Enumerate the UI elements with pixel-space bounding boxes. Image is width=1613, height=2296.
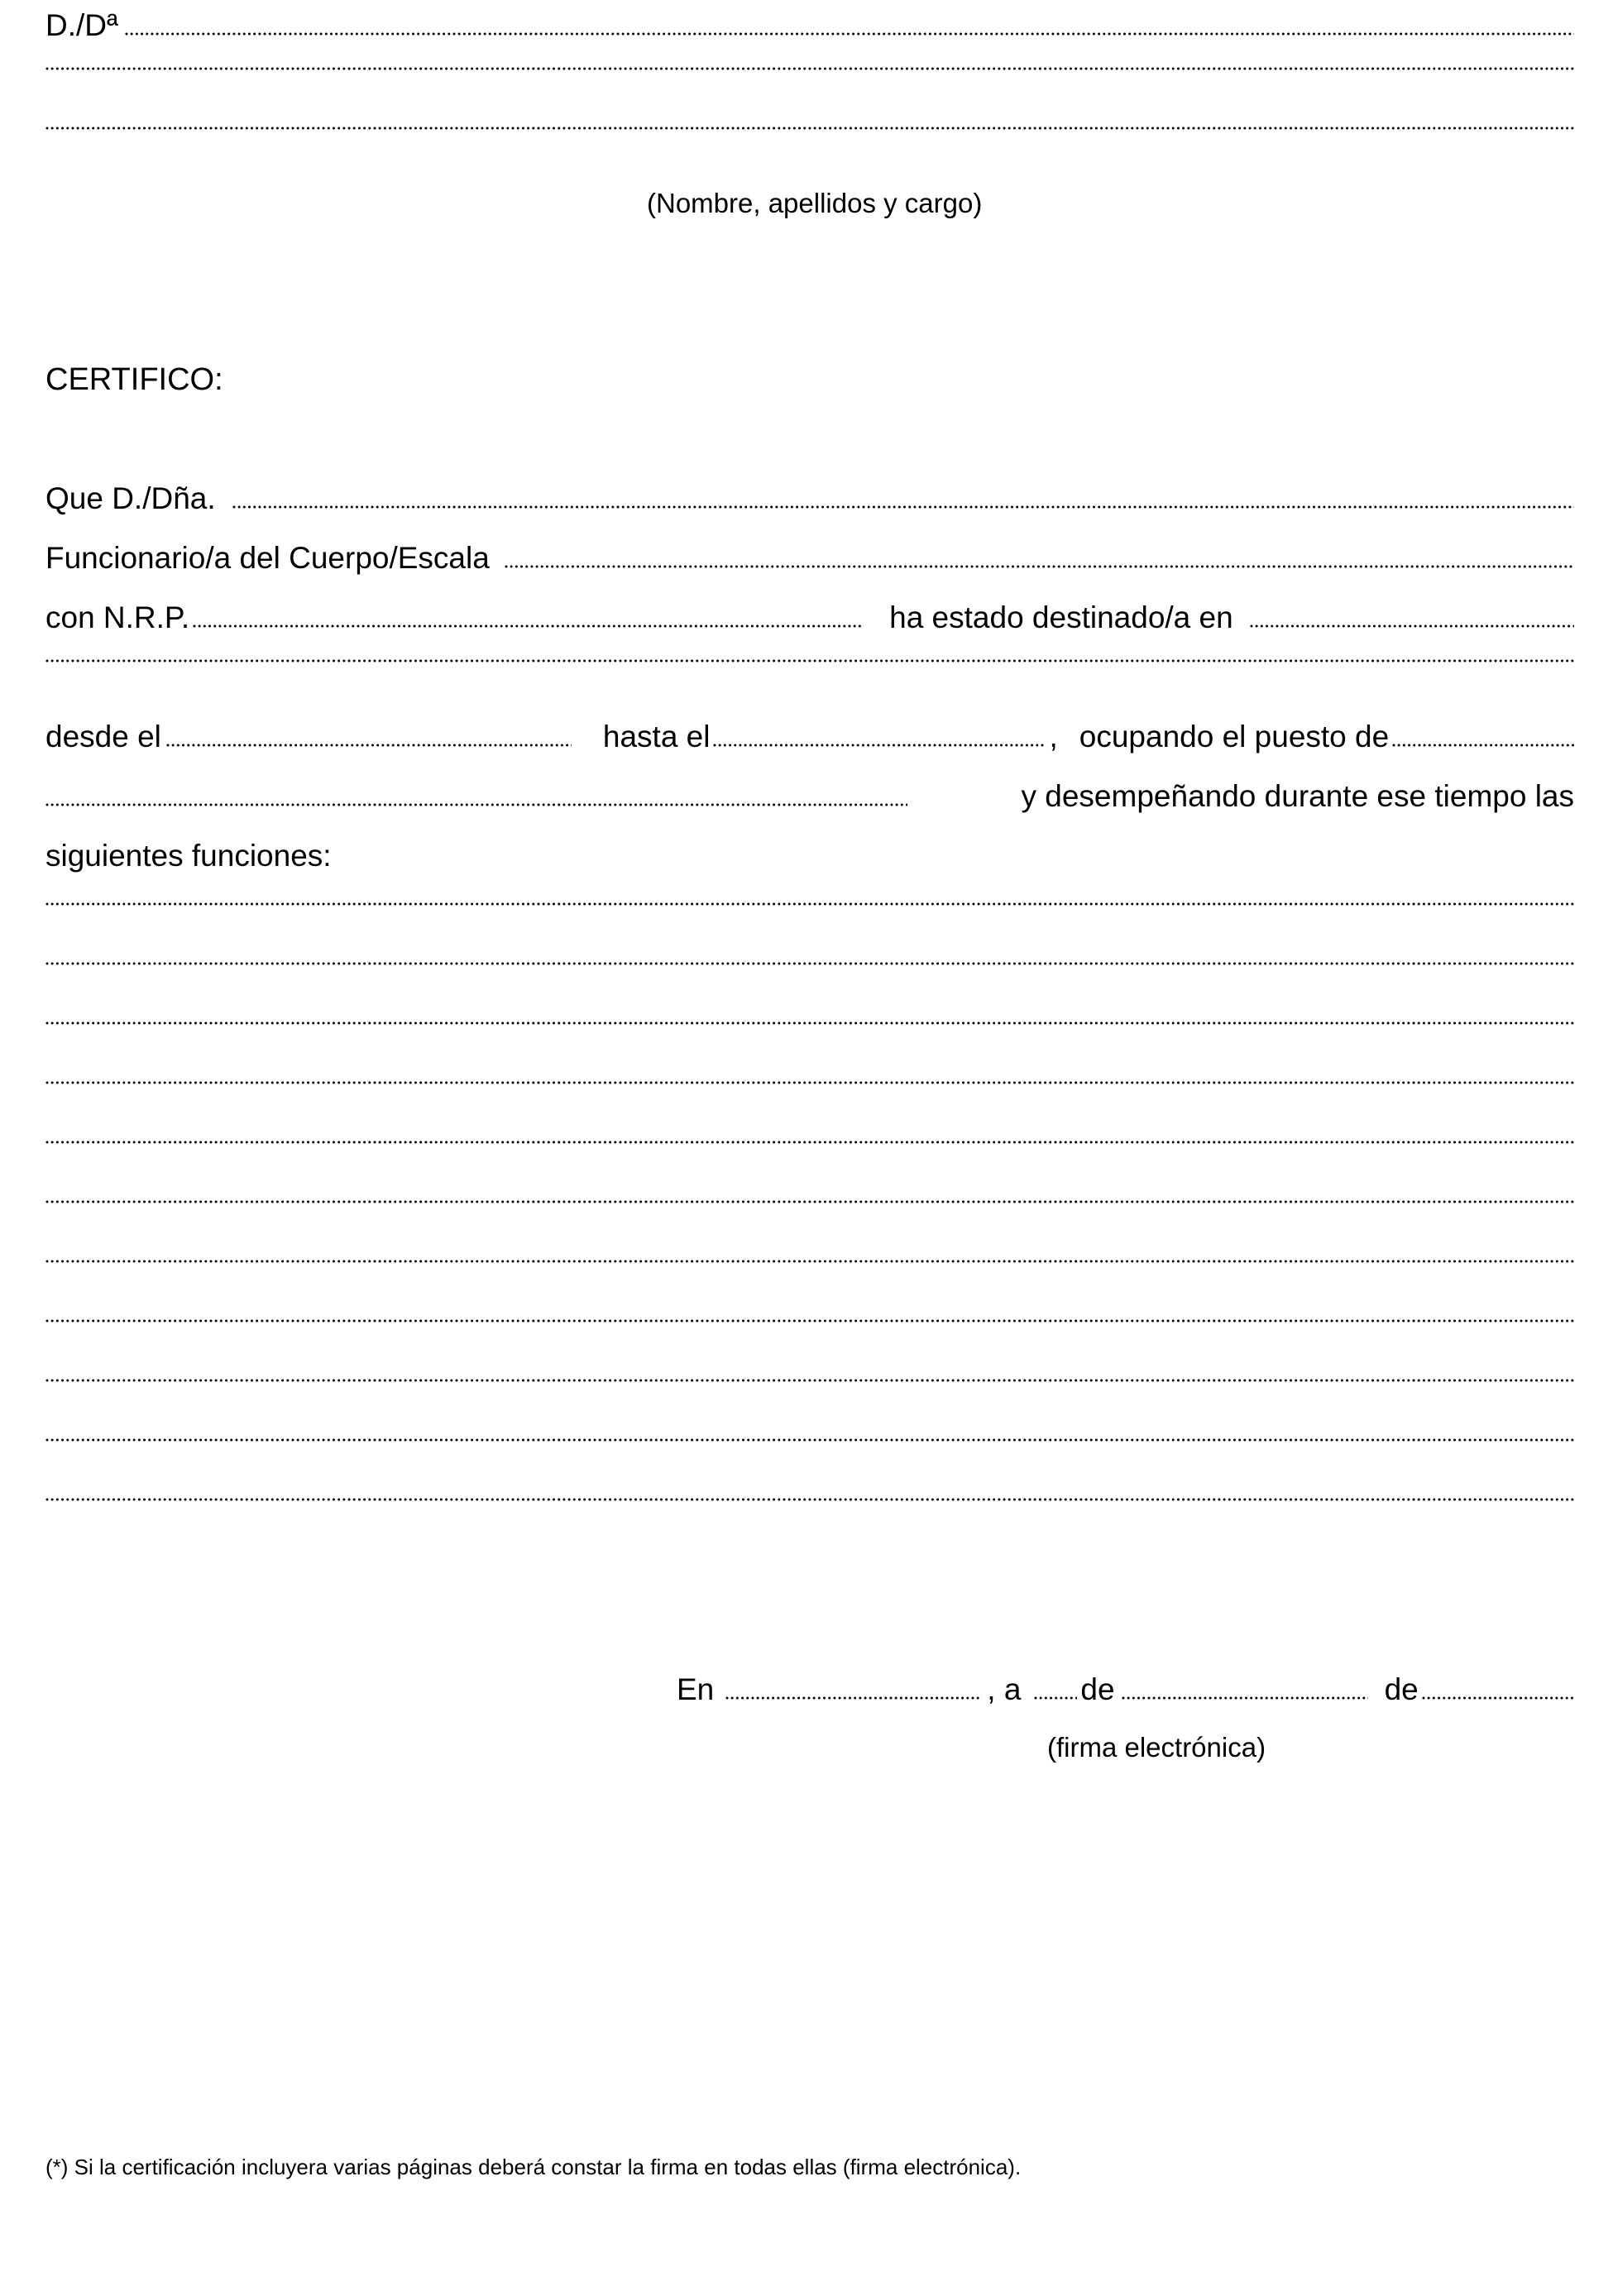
nrp-line [45,599,1574,637]
funcionario-line [45,539,1574,577]
name-line [45,7,1574,45]
funciones-blank-line [45,1378,1574,1391]
funciones-blank-line [45,961,1574,974]
funciones-blank-line [45,1080,1574,1093]
en-label: En [677,1672,715,1706]
funciones-blank[interactable] [45,1080,1574,1085]
funciones-blank[interactable] [45,1259,1574,1264]
signature-date-line [677,1671,1574,1709]
funciones-blank-line [45,1021,1574,1034]
day-blank[interactable] [1034,1696,1077,1700]
funciones-blank-line [45,1259,1574,1272]
funciones-blank-line [45,1199,1574,1213]
funcionario-label: Funcionario/a del Cuerpo/Escala [45,541,490,575]
desde-blank[interactable] [166,743,572,748]
funciones-line [45,837,1574,875]
year-blank[interactable] [1422,1696,1574,1700]
funciones-blank[interactable] [45,1378,1574,1383]
funciones-blank-line [45,1318,1574,1332]
funciones-blank[interactable] [45,1497,1574,1502]
hasta-blank[interactable] [713,743,1046,748]
name-blank-2[interactable] [45,66,1574,71]
que-blank[interactable] [232,505,1574,509]
comma-label: , [1049,720,1058,753]
puesto-label: ocupando el puesto de [1079,720,1390,753]
desempenando-line [45,777,1574,816]
funciones-blank[interactable] [45,1140,1574,1145]
nrp-blank[interactable] [193,624,863,629]
puesto-blank-2[interactable] [45,802,907,807]
firma-caption: (firma electrónica) [1047,1732,1266,1763]
de1-label: de [1080,1672,1115,1706]
funciones-blank[interactable] [45,1437,1574,1442]
comma-a-label: , a [987,1672,1022,1706]
name-line-2 [45,66,1574,79]
name-blank[interactable] [125,31,1574,36]
que-line [45,480,1574,518]
name-line-3 [45,126,1574,139]
funciones-blank[interactable] [45,902,1574,906]
funciones-blank-line [45,902,1574,915]
funciones-blank[interactable] [45,1318,1574,1323]
funciones-blank-line [45,1497,1574,1510]
name-blank-3[interactable] [45,126,1574,131]
desde-label: desde el [45,720,161,753]
funcionario-blank[interactable] [505,564,1574,569]
funciones-blank-line [45,1437,1574,1451]
funciones-blank[interactable] [45,961,1574,966]
nrp-label: con N.R.P. [45,600,190,634]
funciones-blank-line [45,1140,1574,1153]
de2-label: de [1384,1672,1419,1706]
hasta-label: hasta el [602,720,711,753]
name-caption: (Nombre, apellidos y cargo) [647,188,983,218]
funciones-blank[interactable] [45,1021,1574,1026]
que-label: Que D./Dña. [45,481,216,515]
funciones-label: siguientes funciones: [45,839,332,873]
desde-line [45,718,1574,756]
destinado-line-2 [45,658,1574,672]
footnote: (*) Si la certificación incluyera varias páginas deberá constar la firma en todas ellas (firma electrónica). [45,2155,1022,2179]
name-label: D./Dª [45,8,118,42]
place-blank[interactable] [725,1696,982,1700]
desempenando-label: y desempeñando durante ese tiempo las [1021,779,1574,813]
month-blank[interactable] [1122,1696,1368,1700]
funciones-blank[interactable] [45,1199,1574,1204]
destinado-label: ha estado destinado/a en [889,600,1233,634]
puesto-blank[interactable] [1392,743,1574,748]
destinado-blank[interactable] [1250,624,1574,629]
certifico-heading: CERTIFICO: [45,362,223,397]
destinado-blank-2[interactable] [45,658,1574,663]
